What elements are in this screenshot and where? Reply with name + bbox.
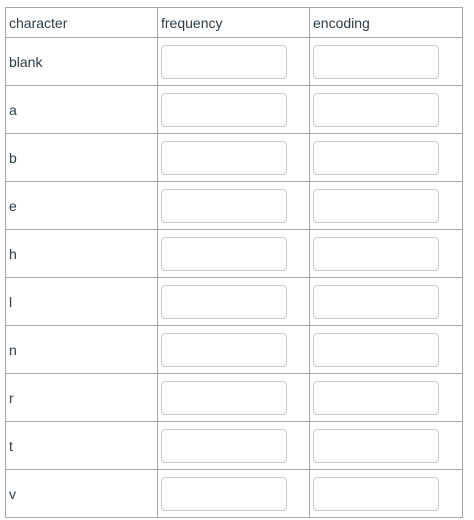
encoding-cell xyxy=(310,422,463,470)
table-row xyxy=(6,374,463,422)
character-cell: l xyxy=(6,278,158,326)
encoding-cell xyxy=(310,326,463,374)
frequency-input[interactable] xyxy=(161,285,287,319)
frequency-cell xyxy=(158,326,310,374)
table-row xyxy=(6,230,463,278)
encoding-cell xyxy=(310,470,463,518)
table-header xyxy=(6,8,463,38)
header-character: character xyxy=(6,8,158,38)
frequency-cell xyxy=(158,182,310,230)
table-row xyxy=(6,470,463,518)
frequency-input[interactable] xyxy=(161,237,287,271)
frequency-cell xyxy=(158,278,310,326)
frequency-cell xyxy=(158,38,310,86)
encoding-input[interactable] xyxy=(313,381,439,415)
frequency-input[interactable] xyxy=(161,45,287,79)
frequency-input[interactable] xyxy=(161,429,287,463)
table-row xyxy=(6,134,463,182)
encoding-cell xyxy=(310,278,463,326)
frequency-input[interactable] xyxy=(161,333,287,367)
table-row xyxy=(6,38,463,86)
encoding-cell xyxy=(310,134,463,182)
table-row xyxy=(6,86,463,134)
table-row xyxy=(6,422,463,470)
encoding-input[interactable] xyxy=(313,189,439,223)
frequency-cell xyxy=(158,422,310,470)
frequency-cell xyxy=(158,86,310,134)
frequency-cell xyxy=(158,374,310,422)
character-cell: blank xyxy=(6,38,158,86)
frequency-input[interactable] xyxy=(161,93,287,127)
encoding-input[interactable] xyxy=(313,45,439,79)
encoding-cell xyxy=(310,182,463,230)
header-encoding: encoding xyxy=(310,8,463,38)
encoding-input[interactable] xyxy=(313,237,439,271)
encoding-cell xyxy=(310,230,463,278)
encoding-input[interactable] xyxy=(313,93,439,127)
character-cell: e xyxy=(6,182,158,230)
character-cell: b xyxy=(6,134,158,182)
frequency-input[interactable] xyxy=(161,189,287,223)
character-cell: r xyxy=(6,374,158,422)
character-cell: a xyxy=(6,86,158,134)
encoding-cell xyxy=(310,86,463,134)
encoding-cell xyxy=(310,38,463,86)
character-cell: h xyxy=(6,230,158,278)
table-body xyxy=(6,38,463,518)
encoding-input[interactable] xyxy=(313,477,439,511)
header-frequency: frequency xyxy=(158,8,310,38)
encoding-input[interactable] xyxy=(313,141,439,175)
frequency-input[interactable] xyxy=(161,141,287,175)
character-cell: t xyxy=(6,422,158,470)
table-row xyxy=(6,182,463,230)
frequency-cell xyxy=(158,134,310,182)
encoding-input[interactable] xyxy=(313,333,439,367)
table-row xyxy=(6,278,463,326)
table-row xyxy=(6,326,463,374)
frequency-cell xyxy=(158,230,310,278)
character-cell: n xyxy=(6,326,158,374)
frequency-input[interactable] xyxy=(161,381,287,415)
encoding-input[interactable] xyxy=(313,285,439,319)
header-row xyxy=(6,8,463,38)
frequency-input[interactable] xyxy=(161,477,287,511)
frequency-cell xyxy=(158,470,310,518)
encoding-cell xyxy=(310,374,463,422)
encoding-input[interactable] xyxy=(313,429,439,463)
frequency-encoding-table xyxy=(5,7,463,518)
character-cell: v xyxy=(6,470,158,518)
